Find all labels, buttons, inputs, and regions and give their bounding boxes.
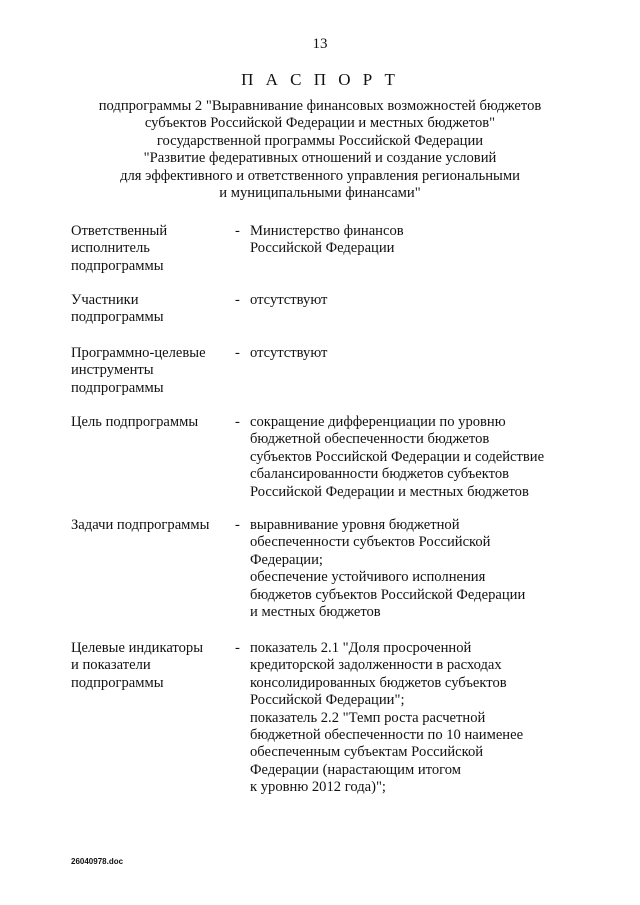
label-line: Ответственный	[71, 223, 168, 239]
subtitle-line: и муниципальными финансами"	[219, 185, 421, 202]
label-line: подпрограммы	[71, 674, 164, 691]
row-dash: -	[235, 517, 240, 533]
value-line: обеспечение устойчивого исполнения	[250, 569, 486, 586]
label-line: и показатели	[71, 657, 151, 674]
subtitle-line: "Развитие федеративных отношений и создание условий	[143, 150, 497, 167]
value-line: сокращение дифференциации по уровню	[250, 414, 506, 430]
value-line: сбалансированности бюджетов субъектов	[250, 466, 510, 483]
value-line: Российской Федерации	[250, 240, 395, 257]
label-line: исполнитель	[71, 240, 150, 257]
page-number: 13	[312, 36, 328, 52]
label-line: подпрограммы	[71, 309, 164, 326]
value-line: показатель 2.2 "Темп роста расчетной	[250, 709, 486, 726]
value-line: Министерство финансов	[250, 223, 404, 239]
value-line: Федерации (нарастающим итогом	[250, 761, 462, 778]
row-dash: -	[235, 292, 240, 308]
row-dash: -	[235, 223, 240, 239]
value-line: консолидированных бюджетов субъектов	[250, 674, 507, 691]
row-value	[250, 292, 590, 309]
row-value	[250, 414, 590, 501]
row-label	[71, 517, 231, 534]
value-line: Федерации;	[250, 551, 323, 568]
label-line: подпрограммы	[71, 379, 164, 396]
value-line: Российской Федерации и местных бюджетов	[250, 483, 529, 500]
value-line: к уровню 2012 года)";	[250, 779, 386, 796]
label-line: инструменты	[71, 362, 154, 379]
label-line: Программно-целевые	[71, 345, 206, 361]
document-title: П А С П О Р Т	[241, 70, 399, 89]
value-line: обеспеченности субъектов Российской	[250, 534, 491, 551]
value-line: бюджетов субъектов Российской Федерации	[250, 586, 526, 603]
row-dash: -	[235, 640, 240, 656]
value-line: выравнивание уровня бюджетной	[250, 517, 460, 533]
file-name-footer: 26040978.doc	[71, 857, 124, 866]
row-value	[250, 345, 590, 362]
subtitle-line: для эффективного и ответственного управления региональными	[120, 167, 520, 184]
row-value	[250, 517, 590, 621]
label-line: Целевые индикаторы	[71, 640, 204, 656]
value-line: и местных бюджетов	[250, 604, 381, 621]
subtitle-line: субъектов Российской Федерации и местных бюджетов"	[144, 115, 496, 132]
value-line: бюджетной обеспеченности бюджетов	[250, 431, 490, 448]
row-label	[71, 414, 231, 431]
row-value	[250, 223, 590, 258]
value-line: отсутствуют	[250, 345, 328, 361]
value-line: бюджетной обеспеченности по 10 наименее	[250, 727, 524, 744]
row-label	[71, 223, 231, 275]
value-line: кредиторской задолженности в расходах	[250, 657, 502, 674]
document-subtitle	[60, 98, 580, 202]
label-line: Задачи подпрограммы	[71, 517, 210, 533]
value-line: субъектов Российской Федерации и содействие	[250, 448, 545, 465]
value-line: отсутствуют	[250, 292, 328, 308]
row-dash: -	[235, 414, 240, 430]
label-line: Цель подпрограммы	[71, 414, 199, 430]
value-line: показатель 2.1 "Доля просроченной	[250, 640, 472, 656]
subtitle-line: государственной программы Российской Федерации	[156, 132, 484, 149]
label-line: Участники	[71, 292, 139, 308]
row-label	[71, 640, 231, 692]
row-label	[71, 345, 231, 397]
value-line: Российской Федерации";	[250, 692, 405, 709]
value-line: обеспеченным субъектам Российской	[250, 744, 484, 761]
row-dash: -	[235, 345, 240, 361]
label-line: подпрограммы	[71, 257, 164, 274]
row-label	[71, 292, 231, 327]
subtitle-line: подпрограммы 2 "Выравнивание финансовых возможностей бюджетов	[98, 98, 542, 114]
row-value	[250, 640, 590, 797]
